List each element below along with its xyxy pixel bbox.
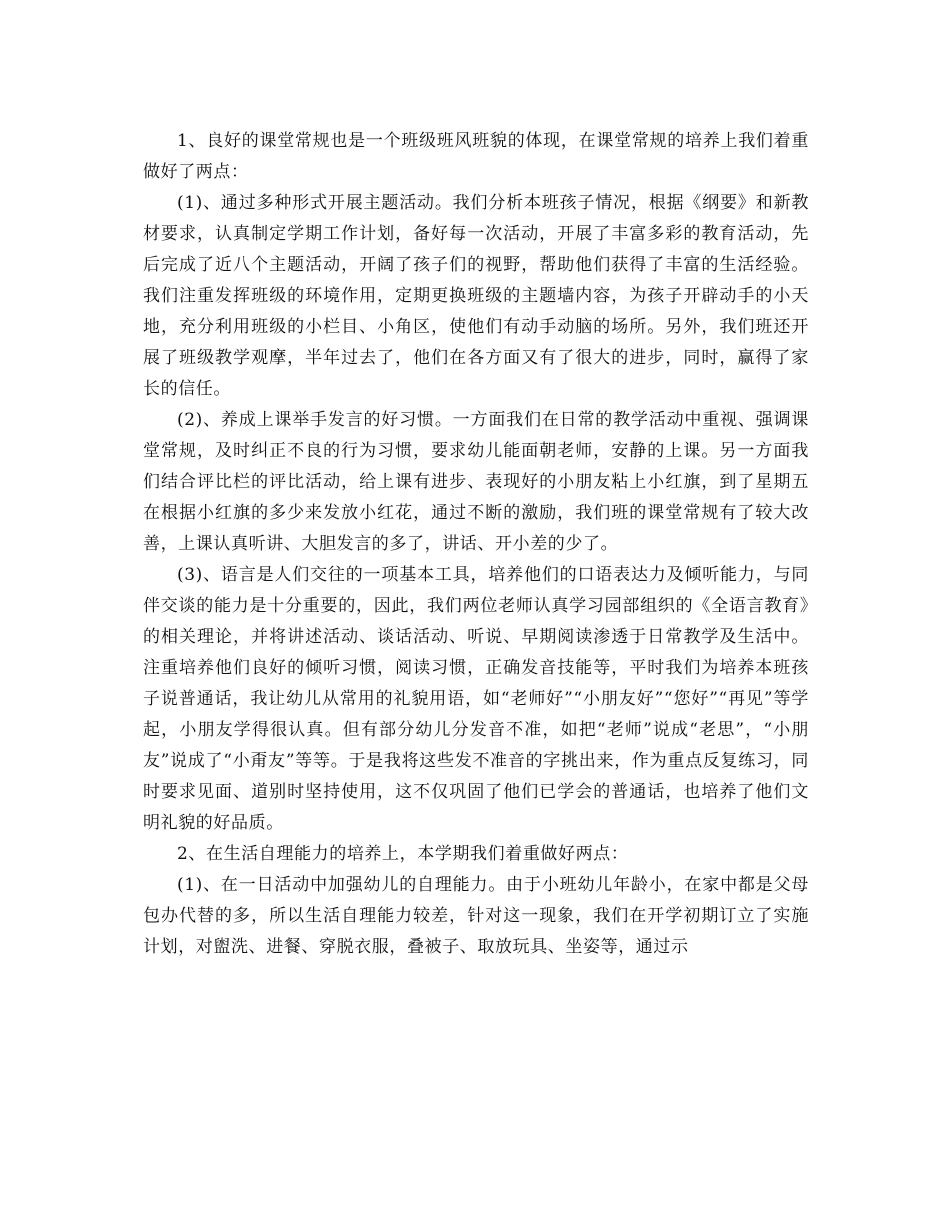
paragraph-point-1-1: (1)、通过多种形式开展主题活动。我们分析本班孩子情况，根据《纲要》和新教材要求，认真制定学期工作计划，备好每一次活动，开展了丰富多彩的教育活动，先后完成了近八个主题活动，开阔了孩子们的视野，帮助他们获得了丰富的生活经验。我们注重发挥班级的环境作用，定期更换班级的主题墙内容，为孩子开辟动手的小天地，充分利用班级的小栏目、小角区，使他们有动手动脑的场所。另外，我们班还开展了班级教学观摩，半年过去了，他们在各方面又有了很大的进步，同时，赢得了家长的信任。 [143,193,809,399]
paragraph-section-2-intro: 2、在生活自理能力的培养上，本学期我们着重做好两点： [177,844,629,864]
paragraph-point-1-2: (2)、养成上课举手发言的好习惯。一方面我们在日常的教学活动中重视、强调课堂常规，及时纠正不良的行为习惯，要求幼儿能面朝老师，安静的上课。另一方面我们结合评比栏的评比活动，给上课有进步、表现好的小朋友粘上小红旗，到了星期五在根据小红旗的多少来发放小红花，通过不断的激励，我们班的课堂常规有了较大改善，上课认真听讲、大胆发言的多了，讲话、开小差的少了。 [143,410,809,554]
paragraph-point-2-1: (1)、在一日活动中加强幼儿的自理能力。由于小班幼儿年龄小，在家中都是父母包办代替的多，所以生活自理能力较差，针对这一现象，我们在开学初期订立了实施计划，对盥洗、进餐、穿脱衣服，叠被子、取放玩具、坐姿等，通过示 [143,875,809,957]
document-body [143,126,809,963]
paragraph-point-1-3: (3)、语言是人们交往的一项基本工具，培养他们的口语表达力及倾听能力，与同伴交谈的能力是十分重要的，因此，我们两位老师认真学习园部组织的《全语言教育》的相关理论，并将讲述活动、谈话活动、听说、早期阅读渗透于日常教学及生活中。注重培养他们良好的倾听习惯，阅读习惯，正确发音技能等，平时我们为培养本班孩子说普通话，我让幼儿从常用的礼貌用语，如“老师好”“小朋友好”“您好”“再见”等学起，小朋友学得很认真。但有部分幼儿分发音不准，如把“老师”说成“老思”，“小朋友”说成了“小甭友”等等。于是我将这些发不准音的字挑出来，作为重点反复练习，同时要求见面、道别时坚持使用，这不仅巩固了他们已学会的普通话，也培养了他们文明礼貌的好品质。 [143,565,809,833]
paragraph-section-1-intro: 1、良好的课堂常规也是一个班级班风班貌的体现，在课堂常规的培养上我们着重做好了两点： [143,131,809,182]
